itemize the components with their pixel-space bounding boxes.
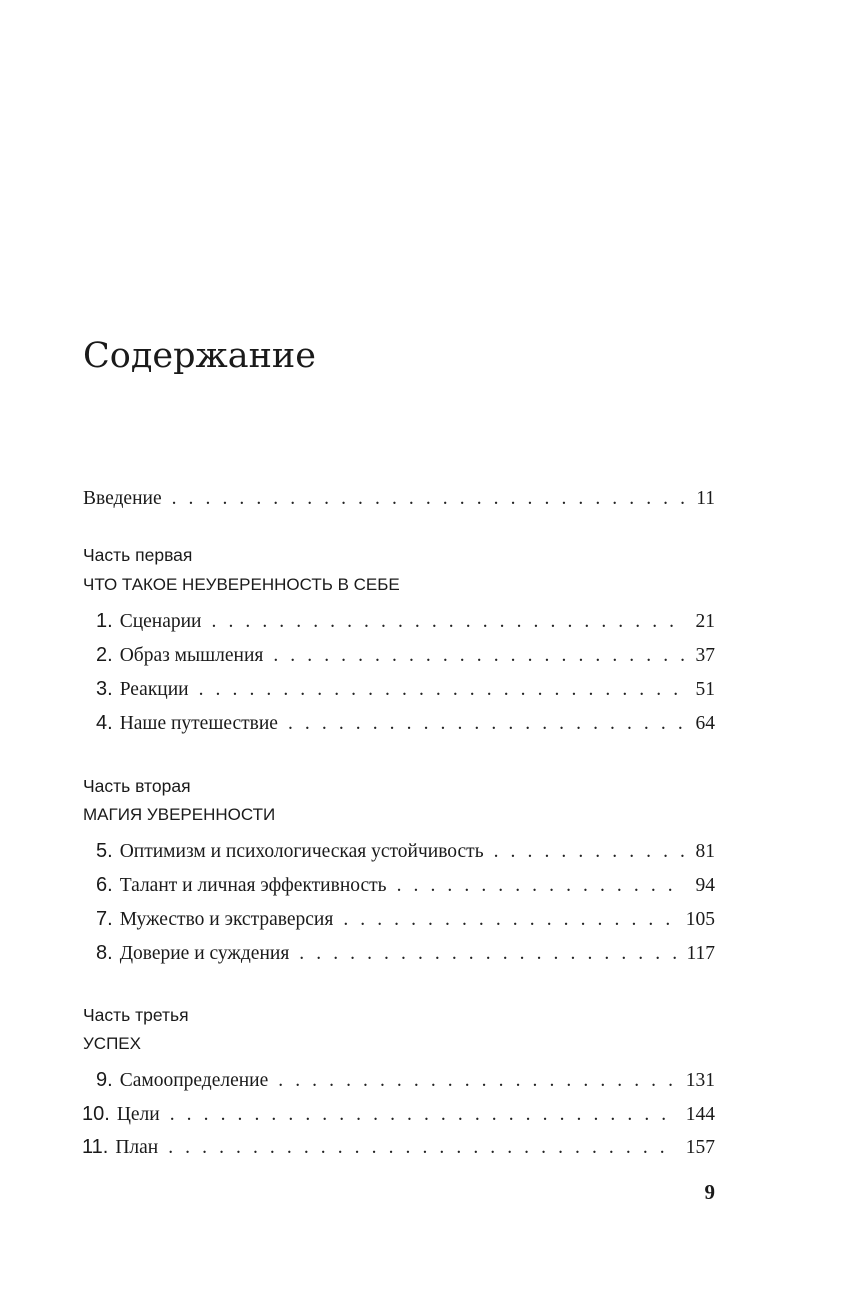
chapter-number: 8. [96,942,113,964]
chapter-number: 10. [82,1103,110,1125]
dot-leader [288,713,686,735]
toc-entry-title: Образ мышления [119,645,264,666]
part-label: Часть вторая [83,776,191,796]
toc-entry-page: 51 [695,679,715,700]
toc-entry-title: Оптимизм и психологическая устойчивость [119,841,484,862]
dot-leader [170,1104,676,1126]
toc-entry-title: Реакции [119,679,189,700]
toc-entry-chapter-11[interactable] [82,1136,715,1162]
toc-entry-chapter-3[interactable] [96,678,715,704]
toc-entry-intro[interactable] [83,488,715,514]
toc-entry-title: Введение [83,488,162,509]
chapter-number: 5. [96,840,113,862]
dot-leader [199,679,686,701]
toc-entry-chapter-2[interactable] [96,644,715,670]
toc-entry-chapter-8[interactable] [96,942,715,968]
toc-entry-title: План [115,1137,159,1158]
dot-leader [212,611,686,633]
toc-entry-chapter-10[interactable] [82,1103,715,1129]
chapter-number: 4. [96,712,113,734]
part-name: УСПЕХ [83,1034,141,1053]
toc-entry-page: 37 [695,645,715,666]
toc-entry-page: 21 [695,611,715,632]
dot-leader [299,943,676,965]
toc-entry-title: Цели [116,1104,160,1125]
toc-entry-title: Талант и личная эффективность [119,875,387,896]
dot-leader [343,909,675,931]
toc-entry-chapter-7[interactable] [96,908,715,934]
toc-entry-chapter-4[interactable] [96,712,715,738]
toc-entry-chapter-9[interactable] [96,1069,715,1095]
toc-entry-page: 117 [686,943,715,964]
toc-entry-chapter-1[interactable] [96,610,715,636]
toc-entry-title: Наше путешествие [119,713,278,734]
toc-entry-title: Доверие и суждения [119,943,290,964]
chapter-number: 6. [96,874,113,896]
toc-entry-page: 64 [695,713,715,734]
dot-leader [278,1070,675,1092]
dot-leader [172,488,687,510]
toc-entry-page: 144 [685,1104,715,1125]
toc-entry-title: Мужество и экстраверсия [119,909,334,930]
chapter-number: 2. [96,644,113,666]
dot-leader [494,841,686,863]
toc-entry-page: 157 [685,1137,715,1158]
part-label: Часть первая [83,545,193,565]
toc-entry-page: 94 [695,875,715,896]
toc-entry-page: 105 [685,909,715,930]
dot-leader [273,645,685,667]
toc-entry-page: 11 [696,488,715,509]
toc-entry-page: 131 [685,1070,715,1091]
part-name: ЧТО ТАКОЕ НЕУВЕРЕННОСТЬ В СЕБЕ [83,575,400,594]
toc-entry-title: Самоопределение [119,1070,269,1091]
part-label: Часть третья [83,1005,189,1025]
toc-entry-title: Сценарии [119,611,202,632]
dot-leader [397,875,686,897]
toc-entry-page: 81 [695,841,715,862]
page-title: Содержание [83,336,316,376]
chapter-number: 3. [96,678,113,700]
toc-entry-chapter-6[interactable] [96,874,715,900]
dot-leader [168,1137,676,1159]
chapter-number: 9. [96,1069,113,1091]
chapter-number: 7. [96,908,113,930]
chapter-number: 1. [96,610,113,632]
part-name: МАГИЯ УВЕРЕННОСТИ [83,805,276,824]
page-number: 9 [704,1180,715,1204]
toc-entry-chapter-5[interactable] [96,840,715,866]
chapter-number: 11. [82,1136,109,1158]
